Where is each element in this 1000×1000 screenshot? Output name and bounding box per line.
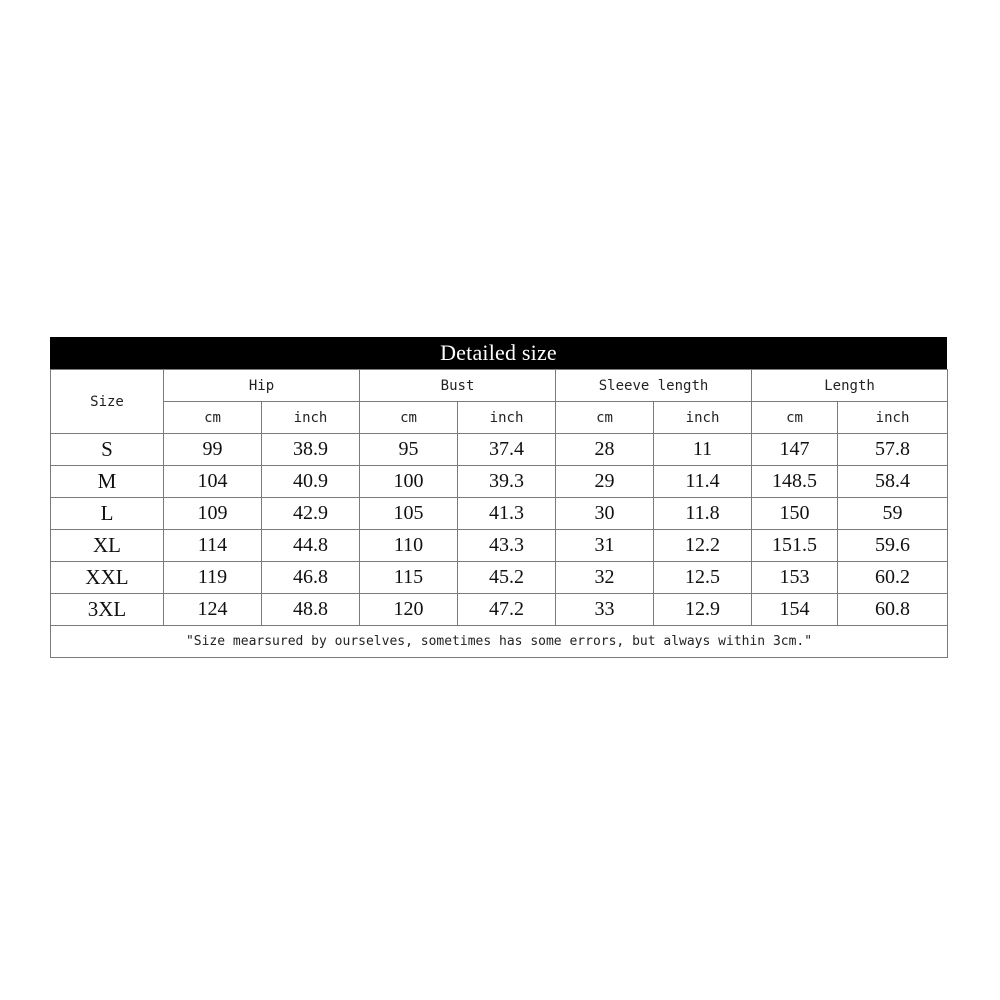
table-cell: 147 (752, 434, 838, 466)
table-cell: 59.6 (838, 530, 948, 562)
table-cell: 31 (556, 530, 654, 562)
table-cell: 33 (556, 594, 654, 626)
note-row (51, 626, 948, 658)
table-cell: 105 (360, 498, 458, 530)
size-cell: L (51, 498, 164, 530)
table-cell: 12.5 (654, 562, 752, 594)
sleeve-length-header: Sleeve length (556, 370, 752, 402)
table-row (51, 434, 948, 466)
unit-header: inch (262, 402, 360, 434)
table-cell: 12.2 (654, 530, 752, 562)
table-cell: 12.9 (654, 594, 752, 626)
table-row (51, 466, 948, 498)
table-cell: 60.8 (838, 594, 948, 626)
table-cell: 114 (164, 530, 262, 562)
unit-header: inch (838, 402, 948, 434)
table-cell: 43.3 (458, 530, 556, 562)
size-cell: 3XL (51, 594, 164, 626)
table-cell: 57.8 (838, 434, 948, 466)
size-cell: XL (51, 530, 164, 562)
table-cell: 48.8 (262, 594, 360, 626)
table-cell: 46.8 (262, 562, 360, 594)
table-cell: 29 (556, 466, 654, 498)
table-row (51, 594, 948, 626)
table-cell: 47.2 (458, 594, 556, 626)
table-cell: 28 (556, 434, 654, 466)
table-cell: 30 (556, 498, 654, 530)
size-cell: XXL (51, 562, 164, 594)
bust-header: Bust (360, 370, 556, 402)
table-cell: 124 (164, 594, 262, 626)
table-cell: 11.4 (654, 466, 752, 498)
table-row (51, 530, 948, 562)
unit-header: inch (458, 402, 556, 434)
chart-title: Detailed size (50, 337, 947, 369)
table-cell: 148.5 (752, 466, 838, 498)
table-cell: 32 (556, 562, 654, 594)
unit-header: inch (654, 402, 752, 434)
table-cell: 45.2 (458, 562, 556, 594)
table-cell: 11.8 (654, 498, 752, 530)
table-cell: 38.9 (262, 434, 360, 466)
table-cell: 119 (164, 562, 262, 594)
hip-header: Hip (164, 370, 360, 402)
size-column-header: Size (51, 370, 164, 434)
table-cell: 40.9 (262, 466, 360, 498)
table-cell: 150 (752, 498, 838, 530)
size-cell: M (51, 466, 164, 498)
unit-header: cm (752, 402, 838, 434)
table-cell: 37.4 (458, 434, 556, 466)
size-chart (50, 337, 947, 658)
length-header: Length (752, 370, 948, 402)
table-cell: 120 (360, 594, 458, 626)
table-cell: 154 (752, 594, 838, 626)
header-row-units (51, 402, 948, 434)
table-cell: 42.9 (262, 498, 360, 530)
unit-header: cm (164, 402, 262, 434)
table-cell: 100 (360, 466, 458, 498)
header-row-groups (51, 370, 948, 402)
table-cell: 99 (164, 434, 262, 466)
size-cell: S (51, 434, 164, 466)
table-cell: 41.3 (458, 498, 556, 530)
table-cell: 115 (360, 562, 458, 594)
unit-header: cm (360, 402, 458, 434)
unit-header: cm (556, 402, 654, 434)
table-cell: 110 (360, 530, 458, 562)
table-row (51, 562, 948, 594)
size-table (50, 369, 948, 658)
table-cell: 58.4 (838, 466, 948, 498)
measurement-note: "Size mearsured by ourselves, sometimes has some errors, but always within 3cm." (51, 626, 948, 658)
table-cell: 60.2 (838, 562, 948, 594)
table-cell: 59 (838, 498, 948, 530)
table-cell: 44.8 (262, 530, 360, 562)
table-cell: 104 (164, 466, 262, 498)
table-cell: 39.3 (458, 466, 556, 498)
table-row (51, 498, 948, 530)
table-cell: 151.5 (752, 530, 838, 562)
table-cell: 95 (360, 434, 458, 466)
table-cell: 153 (752, 562, 838, 594)
table-cell: 11 (654, 434, 752, 466)
table-cell: 109 (164, 498, 262, 530)
